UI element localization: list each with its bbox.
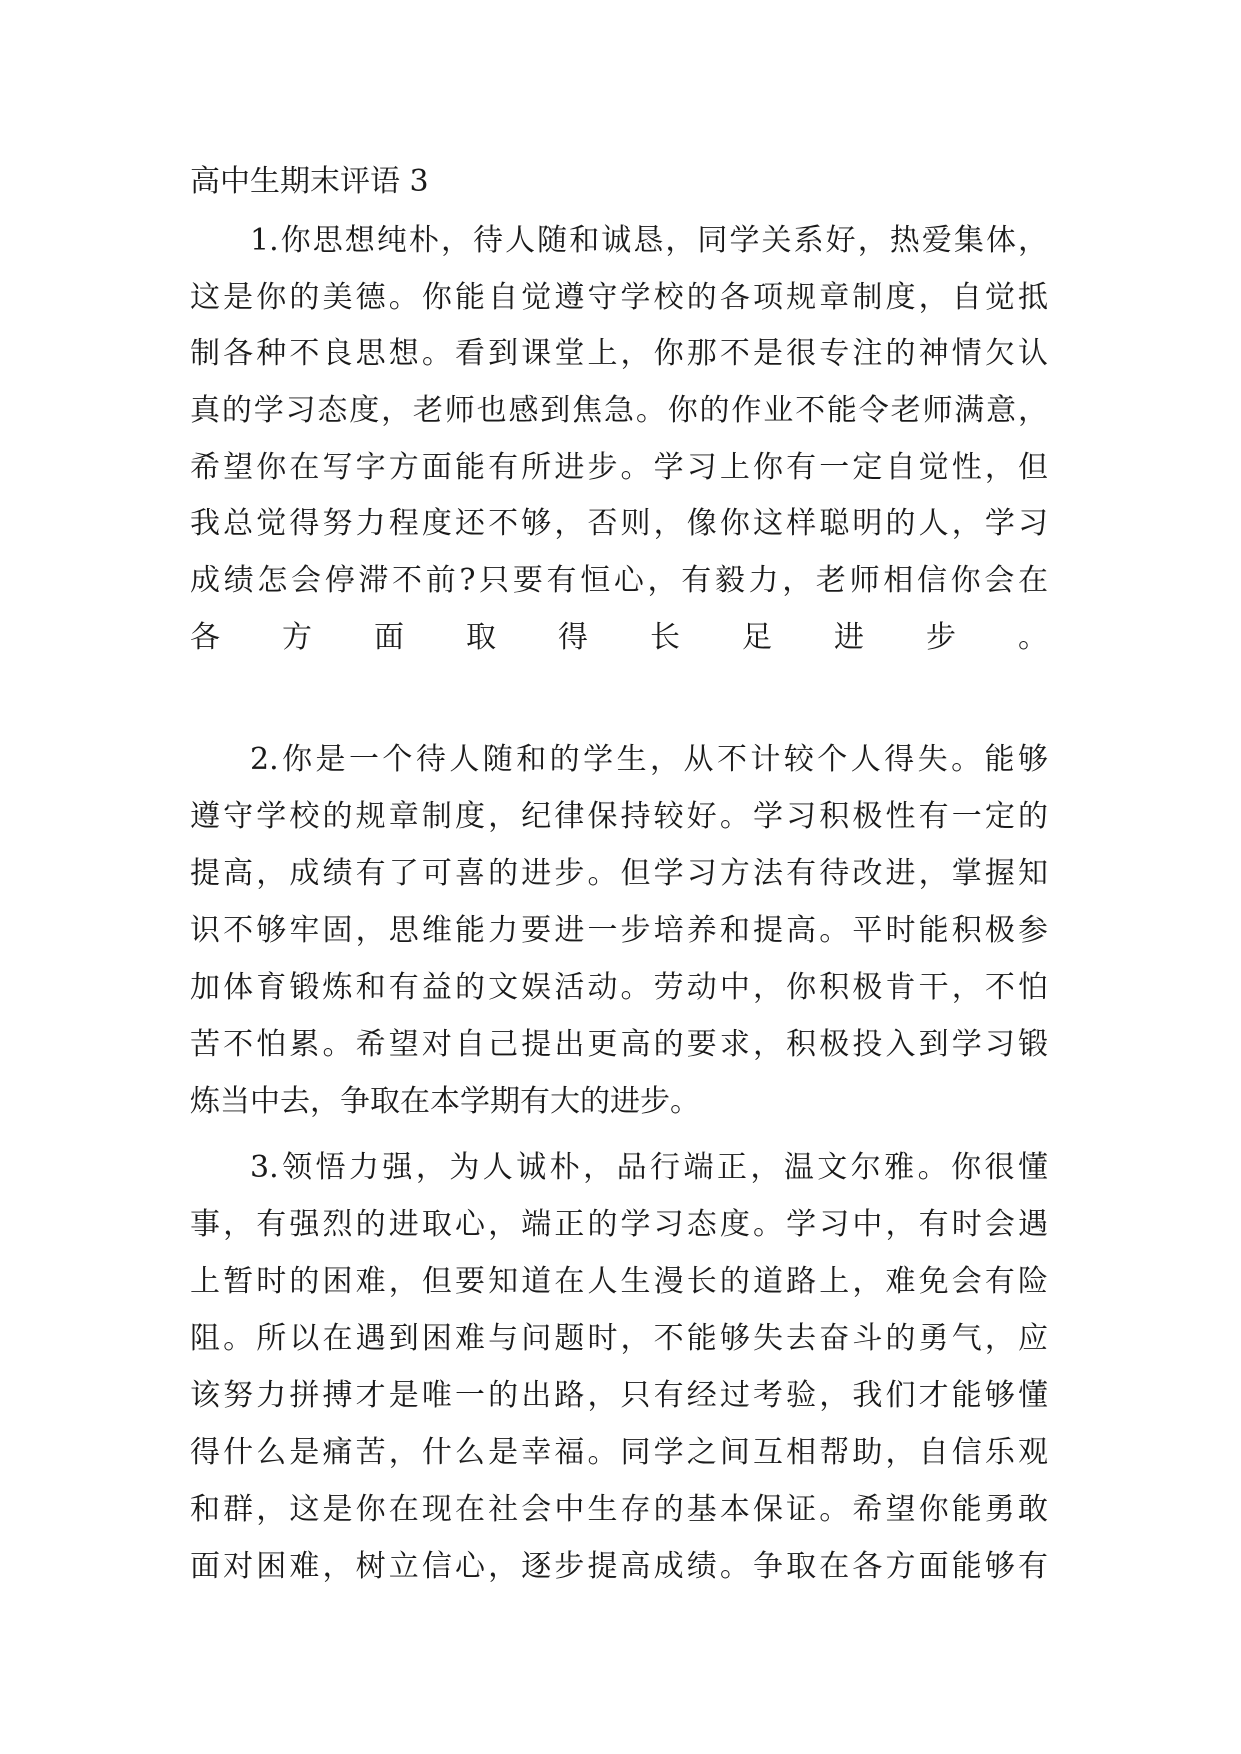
paragraph-1-line-8: 各方面取得长足进步。 (190, 620, 1048, 655)
paragraph-3-line-5: 该努力拼搏才是唯一的出路，只有经过考验，我们才能够懂 (190, 1378, 1048, 1413)
paragraph-1-line-4: 真的学习态度，老师也感到焦急。你的作业不能令老师满意， (190, 393, 1048, 428)
paragraph-3-line-2: 事，有强烈的进取心，端正的学习态度。学习中，有时会遇 (190, 1207, 1048, 1242)
paragraph-2-line-1: 2.你是一个待人随和的学生，从不计较个人得失。能够 (250, 742, 1048, 777)
paragraph-1-line-1: 1.你思想纯朴，待人随和诚恳，同学关系好，热爱集体， (250, 223, 1048, 258)
paragraph-1-line-6: 我总觉得努力程度还不够，否则，像你这样聪明的人，学习 (190, 506, 1048, 541)
paragraph-3-line-3: 上暂时的困难，但要知道在人生漫长的道路上，难免会有险 (190, 1264, 1048, 1299)
paragraph-3-line-7: 和群，这是你在现在社会中生存的基本保证。希望你能勇敢 (190, 1492, 1048, 1527)
paragraph-1-line-5: 希望你在写字方面能有所进步。学习上你有一定自觉性，但 (190, 450, 1048, 485)
paragraph-3-line-8: 面对困难，树立信心，逐步提高成绩。争取在各方面能够有 (190, 1549, 1048, 1584)
paragraph-3-line-4: 阻。所以在遇到困难与问题时，不能够失去奋斗的勇气，应 (190, 1321, 1048, 1356)
paragraph-3-line-1: 3.领悟力强，为人诚朴，品行端正，温文尔雅。你很懂 (250, 1150, 1048, 1185)
document-title: 高中生期末评语 3 (190, 164, 429, 199)
paragraph-2-line-3: 提高，成绩有了可喜的进步。但学习方法有待改进，掌握知 (190, 856, 1048, 891)
paragraph-2-line-6: 苦不怕累。希望对自己提出更高的要求，积极投入到学习锻 (190, 1027, 1048, 1062)
paragraph-2-line-4: 识不够牢固，思维能力要进一步培养和提高。平时能积极参 (190, 913, 1048, 948)
paragraph-2-line-2: 遵守学校的规章制度，纪律保持较好。学习积极性有一定的 (190, 799, 1048, 834)
paragraph-1-line-7: 成绩怎会停滞不前?只要有恒心，有毅力，老师相信你会在 (190, 563, 1048, 598)
paragraph-2-line-7: 炼当中去，争取在本学期有大的进步。 (190, 1084, 700, 1119)
paragraph-3-line-6: 得什么是痛苦，什么是幸福。同学之间互相帮助，自信乐观 (190, 1435, 1048, 1470)
paragraph-1-line-3: 制各种不良思想。看到课堂上，你那不是很专注的神情欠认 (190, 336, 1048, 371)
paragraph-1-line-2: 这是你的美德。你能自觉遵守学校的各项规章制度，自觉抵 (190, 280, 1048, 315)
paragraph-2-line-5: 加体育锻炼和有益的文娱活动。劳动中，你积极肯干，不怕 (190, 970, 1048, 1005)
